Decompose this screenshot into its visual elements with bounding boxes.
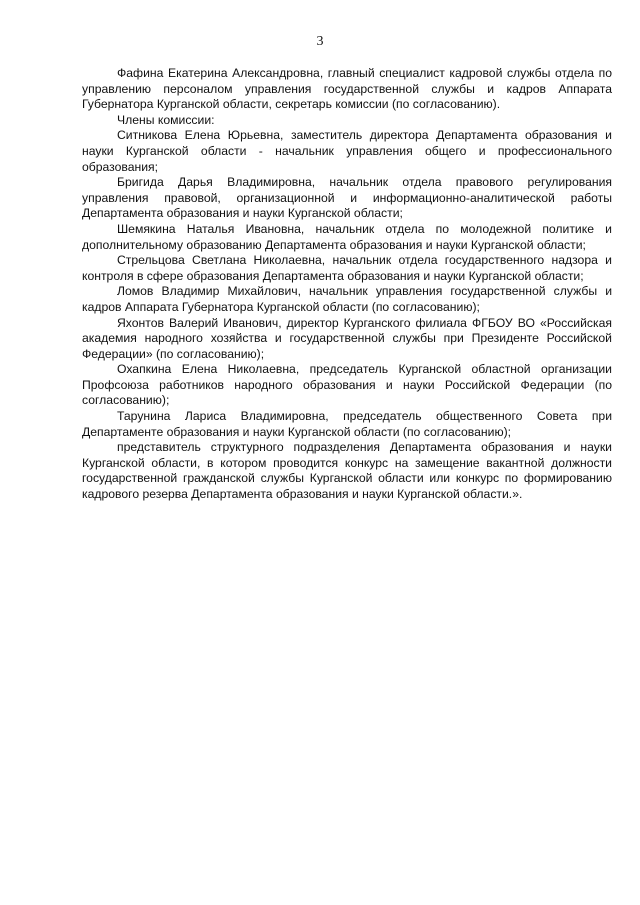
paragraph-member-tarunina: Тарунина Лариса Владимировна, председатель общественного Совета при Департаменте образования и науки Курганской области (по согласованию);: [82, 409, 612, 439]
paragraph-members-heading: Члены комиссии:: [117, 112, 215, 127]
paragraph-member-shemyakina: Шемякина Наталья Ивановна, начальник отдела по молодежной политике и дополнительному образованию Департамента образования и науки Курганской области;: [82, 221, 612, 252]
paragraph-member-lomov: Ломов Владимир Михайлович, начальник управления государственной службы и кадров Аппарата Губернатора Курганской области (по согласованию);: [82, 284, 612, 314]
paragraph-member-brigida: Бригида Дарья Владимировна, начальник отдела правового регулирования управления правовой, организационной и информационно-аналитической работы Департамента образования и науки Курганской области;: [82, 175, 612, 221]
paragraph-member-representative: представитель структурного подразделения Департамента образования и науки Курганской области, в котором проводится конкурс на замещение вакантной должности государственной гражданской службы Курганской области или конкурс по формированию кадрового резерва Департамента образования и науки Курганской области.».: [82, 440, 612, 502]
paragraph-member-okhapkina: Охапкина Елена Николаевна, председатель Курганской областной организации Профсоюза работников народного образования и науки Российской Федерации (по согласованию);: [82, 362, 612, 408]
page-number: 3: [316, 34, 324, 49]
paragraph-secretary: Фафина Екатерина Александровна, главный специалист кадровой службы отдела по управлению персоналом управления государственной службы и кадров Аппарата Губернатора Курганской области, секретарь комиссии (по согласованию).: [82, 66, 612, 112]
paragraph-member-yakhontov: Яхонтов Валерий Иванович, директор Курганского филиала ФГБОУ ВО «Российская академия народного хозяйства и государственной службы при Президенте Российской Федерации» (по согласованию);: [82, 315, 612, 361]
document-body: [82, 66, 612, 503]
paragraph-member-sitnikova: Ситникова Елена Юрьевна, заместитель директора Департамента образования и науки Курганской области - начальник управления общего и профессионального образования;: [82, 128, 612, 174]
paragraph-member-streltsova: Стрельцова Светлана Николаевна, начальник отдела государственного надзора и контроля в сфере образования Департамента образования и науки Курганской области;: [82, 253, 612, 283]
